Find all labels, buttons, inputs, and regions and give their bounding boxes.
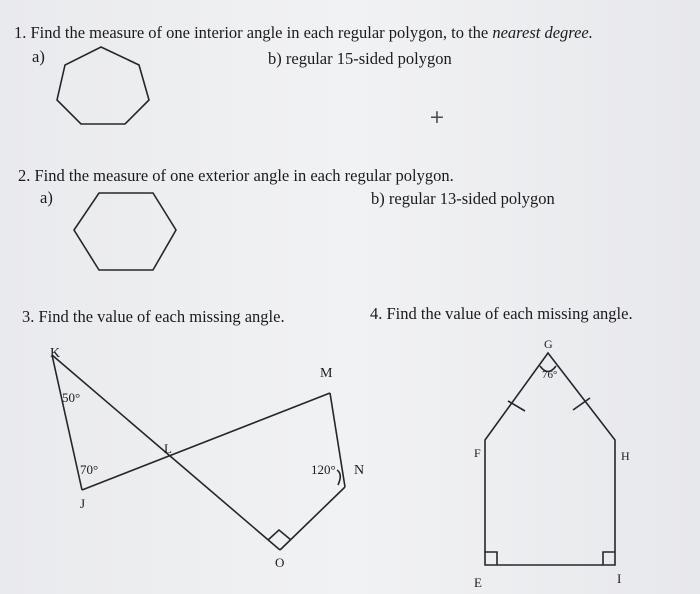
label-n: N [354,463,365,478]
q1-part-b-text: b) regular 15-sided polygon [268,49,452,68]
q3-number: 3. [22,307,35,326]
q4-pentagon [485,353,615,565]
q1-prompt: Find the measure of one interior angle in each regular polygon, to the [30,23,489,42]
angle-label-120: 120° [311,462,336,477]
label-e: E [474,575,482,590]
segment-kj [52,355,82,490]
label-g: G [544,337,553,351]
q3-crossing-triangles [52,355,345,550]
q1-number: 1. [14,23,27,42]
angle-arc-n [337,470,340,485]
q1-emphasis: nearest degree. [492,23,593,42]
cursor-crosshair-icon: + [429,106,445,128]
q2-prompt: Find the measure of one exterior angle in each regular polygon. [34,166,454,185]
label-o: O [275,555,285,570]
angle-label-76: 76° [542,369,558,381]
segment-no [280,487,345,550]
q4-prompt: Find the value of each missing angle. [386,304,633,323]
q3-prompt: Find the value of each missing angle. [38,307,285,326]
q2-number: 2. [18,166,31,185]
label-f: F [474,446,481,460]
heptagon-shape [57,47,149,124]
label-m: M [320,366,333,381]
label-i: I [617,571,622,586]
q1-part-a-label: a) [32,47,45,66]
label-k: K [50,346,61,361]
hexagon-shape [74,193,176,270]
right-angle-marker-e [485,552,497,565]
right-angle-marker-o [268,530,291,540]
angle-label-70: 70° [80,462,99,477]
angle-label-50: 50° [62,390,81,405]
label-j: J [80,496,86,511]
q2-part-a-label: a) [40,188,53,207]
label-h: H [621,449,630,463]
pentagon-shape [485,353,615,565]
segment-jm [82,393,330,490]
q2-part-b-text: b) regular 13-sided polygon [371,189,555,208]
label-l: L [164,441,172,456]
q4-number: 4. [370,304,383,323]
right-angle-marker-i [603,552,615,565]
